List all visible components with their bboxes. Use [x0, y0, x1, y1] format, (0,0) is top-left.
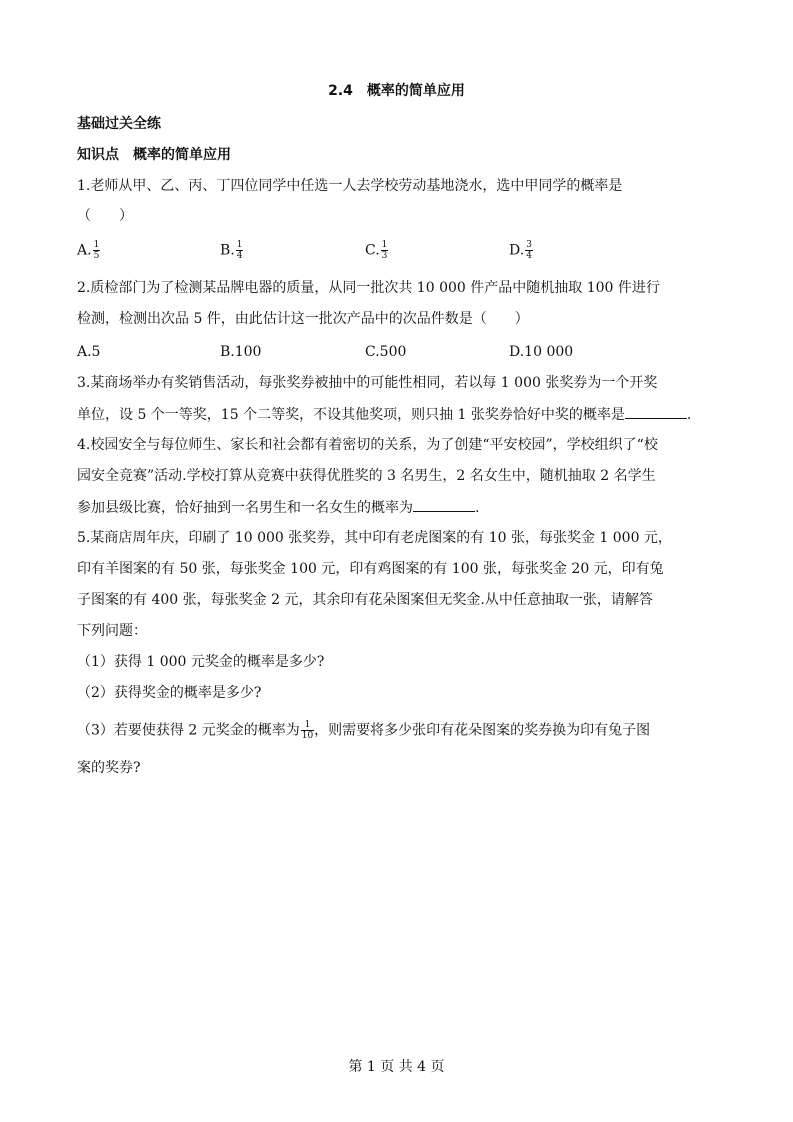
page-title: 2.4 概率的简单应用 [328, 83, 465, 99]
question-5-sub-1: （1）获得 1 000 元奖金的概率是多少? [77, 654, 325, 670]
subsection-heading: 知识点 概率的简单应用 [77, 147, 231, 163]
question-5-line-2: 印有羊图案的有 50 张，每张奖金 100 元，印有鸡图案的有 100 张，每张奖金 20 元，印有兔 [77, 561, 664, 577]
question-5-sub-3: （3）若要使获得 2 元奖金的概率为 $\frac{1}{10}$ ，则需要将多少张印有花朵图案的奖券换为印有兔子图 [77, 720, 651, 741]
question-1-option-a: A. $\frac{1}{5}$ [77, 240, 100, 261]
question-2-option-b: B.100 [220, 344, 262, 360]
section-heading: 基础过关全练 [77, 116, 161, 132]
question-5-sub-2: （2）获得奖金的概率是多少? [77, 685, 262, 701]
fraction: $\frac{1}{5}$ [93, 240, 100, 261]
question-1-option-d: D. $\frac{3}{4}$ [509, 240, 532, 261]
question-5-line-3: 子图案的有 400 张，每张奖金 2 元，其余印有花朵图案但无奖金.从中任意抽取一张，请解答 [77, 592, 653, 608]
question-3-line-2: 单位，设 5 个一等奖，15 个二等奖，不设其他奖项，则只抽 1 张奖券恰好中奖的概率是 . [77, 404, 691, 425]
question-5-line-4: 下列问题： [77, 623, 147, 639]
question-5-sub-3-cont: 案的奖券? [77, 760, 141, 776]
question-2-option-c: C.500 [365, 344, 407, 360]
answer-blank [413, 497, 475, 512]
fraction: $\frac{3}{4}$ [526, 240, 532, 261]
question-2-line-2: 检测，检测出次品 5 件，由此估计这一批次产品中的次品件数是（ ） [77, 311, 529, 327]
question-1-option-b: B. $\frac{1}{4}$ [220, 240, 243, 261]
answer-blank [625, 404, 687, 419]
fraction: $\frac{1}{4}$ [236, 240, 243, 261]
question-1-paren: （ ） [77, 208, 133, 224]
question-4-line-2: 园安全竞赛”活动.学校打算从竞赛中获得优胜奖的 3 名男生，2 名女生中，随机抽取 2 名学生 [77, 468, 656, 484]
question-2-line-1: 2.质检部门为了检测某品牌电器的质量，从同一批次共 10 000 件产品中随机抽取 100 件进行 [77, 280, 660, 296]
question-4-line-1: 4.校园安全与每位师生、家长和社会都有着密切的关系，为了创建“平安校园”，学校组织了“校 [77, 437, 658, 453]
question-5-line-1: 5.某商店周年庆，印刷了 10 000 张奖券，其中印有老虎图案的有 10 张，每张奖金 1 000 元， [77, 530, 672, 546]
fraction: $\frac{1}{10}$ [301, 720, 314, 741]
question-1-text: 1.老师从甲、乙、丙、丁四位同学中任选一人去学校劳动基地浇水，选中甲同学的概率是 [77, 178, 623, 194]
question-3-line-1: 3.某商场举办有奖销售活动，每张奖券被抽中的可能性相同，若以每 1 000 张奖券为一个开奖 [77, 375, 658, 391]
question-4-line-3: 参加县级比赛，恰好抽到一名男生和一名女生的概率为 . [77, 497, 479, 518]
question-2-option-a: A.5 [77, 344, 101, 360]
question-2-option-d: D.10 000 [509, 344, 574, 360]
page-footer: 第 1 页 共 4 页 [348, 1059, 445, 1075]
question-1-option-c: C. $\frac{1}{3}$ [365, 240, 388, 261]
fraction: $\frac{1}{3}$ [381, 240, 388, 261]
